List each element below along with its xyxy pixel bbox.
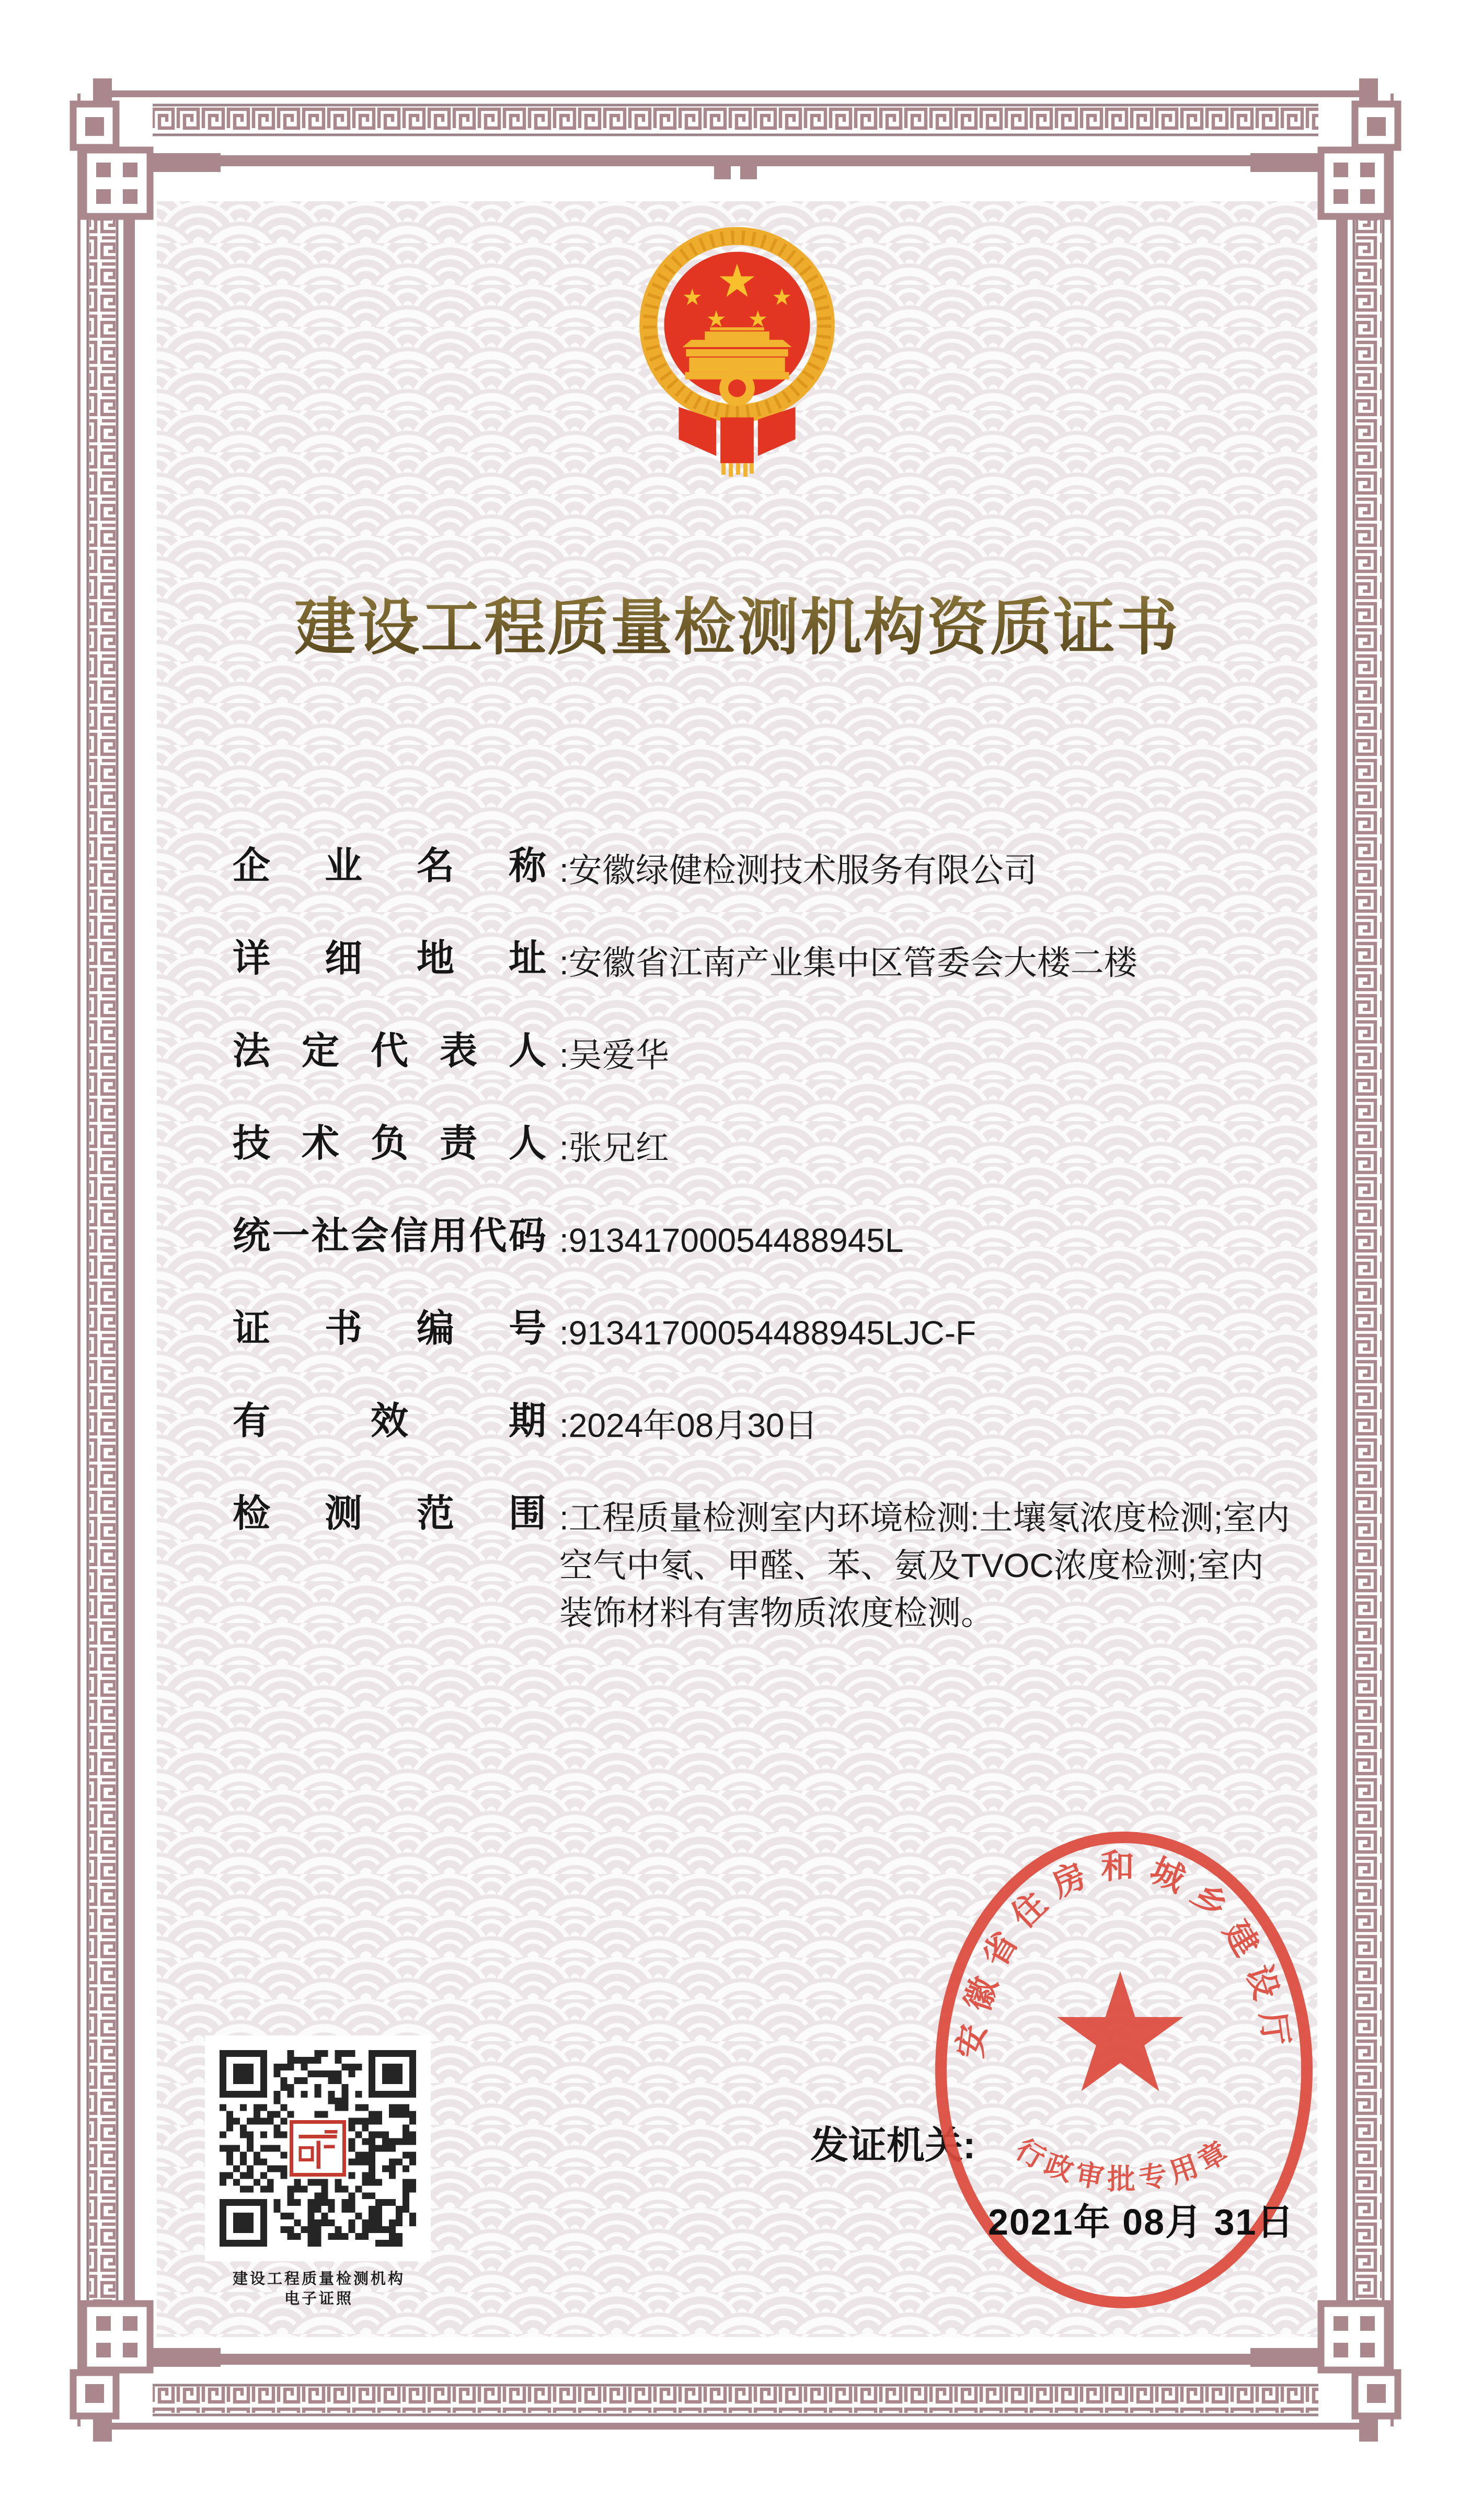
field-value: :工程质量检测室内环境检测:土壤氡浓度检测;室内空气中氡、甲醛、苯、氨及TVOC浓度检测;室内装饰材料有害物质浓度检测。 (559, 1499, 1290, 1632)
field-value: :2024年08月30日 (559, 1407, 818, 1444)
seal-bottom-text: 行政审批专用章 (1010, 2133, 1238, 2195)
field-value: :张兄红 (559, 1129, 669, 1167)
field-value: :安徽绿健检测技术服务有限公司 (559, 851, 1037, 889)
official-seal (923, 1819, 1325, 2321)
field-label: 有效期 (233, 1400, 546, 1442)
field-label: 证书编号 (233, 1308, 546, 1350)
certificate-title: 建设工程质量检测机构资质证书 (157, 578, 1317, 666)
field-value: :安徽省江南产业集中区管委会大楼二楼 (559, 944, 1137, 982)
qr-caption-line1: 建设工程质量检测机构 (232, 2271, 405, 2287)
seal-star-icon (1057, 1971, 1183, 2091)
national-emblem-icon (638, 215, 836, 486)
issuing-authority-label: 发证机关: (810, 2124, 976, 2167)
field-label: 法定代表人 (233, 1030, 546, 1072)
certificate-body (157, 201, 1317, 2337)
svg-text:行政审批专用章 (1010, 2133, 1237, 2195)
qr-center-logo-icon (291, 2122, 344, 2174)
ribbon (679, 407, 795, 477)
qr-caption-line2: 电子证照 (284, 2291, 353, 2307)
issue-date: 2021年 08月 31日 (988, 2202, 1295, 2242)
seal-arc-text: 安徽省住房和城乡建设厅 (951, 1848, 1297, 2061)
field-value: :91341700054488945LJC-F (559, 1314, 976, 1352)
field-label: 检测范围 (233, 1493, 546, 1535)
field-label: 详细地址 (233, 938, 546, 980)
field-value: :吴爱华 (559, 1037, 669, 1074)
field-label: 统一社会信用代码 (233, 1215, 546, 1257)
qr-code-image (220, 2050, 416, 2247)
field-label: 技术负责人 (233, 1123, 546, 1165)
field-label: 企业名称 (233, 845, 546, 887)
field-value: :91341700054488945L (559, 1222, 904, 1259)
qr-code (205, 2035, 431, 2261)
